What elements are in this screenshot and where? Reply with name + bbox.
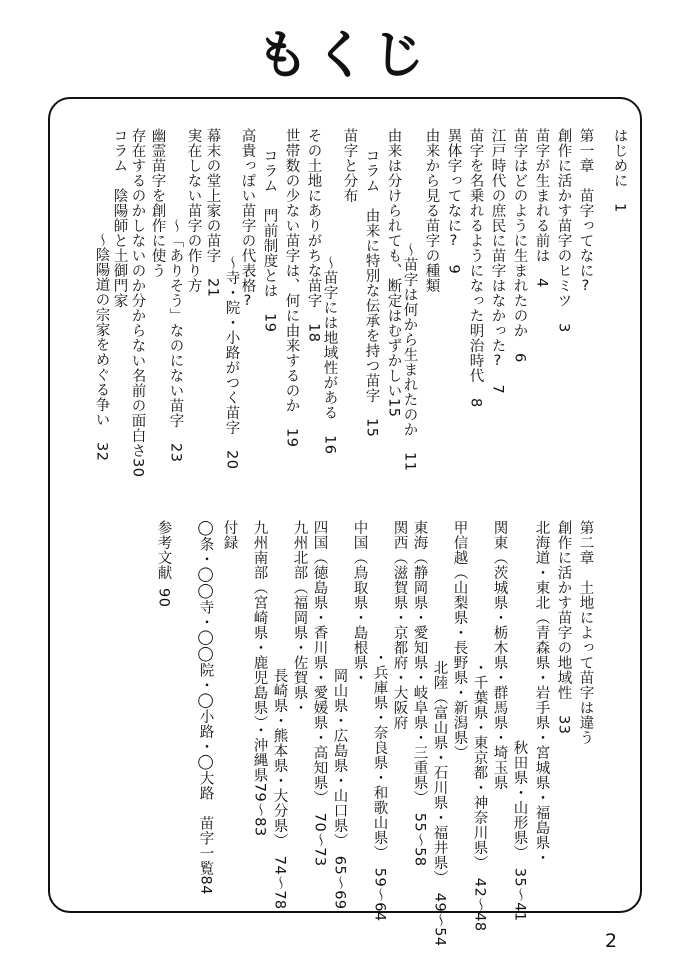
page-number: 2: [605, 930, 618, 952]
toc-entry: 中国（鳥取県・島根県・: [351, 520, 368, 685]
toc-entry: コラム 由来に特別な伝承を持つ苗字 15: [363, 148, 380, 438]
toc-entry: 由来から見る苗字の種類: [423, 128, 440, 293]
toc-entry: 苗字が生まれる前は 4: [533, 128, 550, 288]
toc-entry: 東海（静岡県・愛知県・岐阜県・三重県） 55～58: [411, 520, 428, 867]
toc-entry: 由来は分けられても、断定はむずかしい15: [385, 128, 402, 418]
toc-entry: 苗字はどのように生まれたのか 6: [511, 128, 528, 363]
toc-entry: 異体字ってなに? 9: [445, 128, 462, 275]
toc-entry: 北海道・東北（青森県・岩手県・宮城県・福島県・: [533, 520, 550, 865]
toc-entry: 幽霊苗字を創作に使う: [149, 128, 166, 278]
toc-entry: 関西（滋賀県・京都府・大阪府: [391, 520, 408, 730]
toc-entry: 90: [155, 588, 172, 608]
toc-entry: ～寺・院・小路がつく苗字 20: [223, 255, 240, 470]
toc-entry: その土地にありがちな苗字 18: [305, 128, 322, 343]
toc-entry: 九州北部（福岡県・佐賀県・: [291, 520, 308, 715]
toc-entry: 世帯数の少ない苗字は、何に由来するのか 19: [283, 128, 300, 448]
toc-entry: 北陸（富山県・石川県・福井県） 49～54: [431, 660, 448, 947]
toc-entry: 苗字と分布: [341, 128, 358, 203]
page-title: もくじ: [256, 26, 431, 86]
toc-entry: 江戸時代の庶民に苗字はなかった? 7: [489, 128, 506, 395]
chapter-heading: 第二章 土地によって苗字は違う: [577, 520, 594, 745]
toc-entry: 長崎県・熊本県・大分県） 74～78: [271, 668, 288, 910]
toc-entry: ～「ありそう」なのにない苗字 23: [167, 218, 184, 463]
toc-entry: 甲信越（山梨県・長野県・新潟県）: [451, 520, 468, 760]
toc-entry: 付録: [221, 520, 238, 550]
toc-entry: 四国（徳島県・香川県・愛媛県・高知県） 70～73: [311, 520, 328, 867]
toc-entry: 岡山県・広島県・山口県） 65～69: [331, 668, 348, 910]
toc-entry: 九州南部（宮崎県・鹿児島県）・沖縄県79～83: [251, 520, 268, 837]
toc-entry: ・千葉県・東京都・神奈川県） 42～48: [471, 660, 488, 932]
chapter-heading: 第一章 苗字ってなに?: [577, 128, 594, 295]
toc-entry: 高貴っぽい苗字の代表格?: [239, 128, 256, 310]
toc-entry: ・兵庫県・奈良県・和歌山県） 59～64: [371, 650, 388, 922]
toc-entry: はじめに 1: [611, 128, 628, 213]
toc-entry: コラム 陰陽師と土御門家: [111, 128, 128, 308]
toc-entry: ～苗字は何から生まれたのか 11: [401, 242, 418, 472]
toc-entry: 苗字を名乗れるようになった明治時代 8: [467, 128, 484, 408]
toc-entry: ～陰陽道の宗家をめぐる争い 32: [93, 232, 110, 462]
toc-entry: 秋田県・山形県） 35～41: [511, 740, 528, 922]
toc-entry: 関東（茨城県・栃木県・群馬県・埼玉県: [491, 520, 508, 790]
toc-entry: 存在するのかしないのか分からない名前の面白さ30: [129, 128, 146, 478]
toc-entry: コラム 門前制度とは 19: [261, 148, 278, 333]
toc-entry: ◯条・◯◯寺・◯◯院・◯小路・◯大路 苗字一覧84: [197, 520, 214, 895]
toc-entry: 創作に活かす苗字のヒミツ 3: [555, 128, 572, 333]
toc-entry: 実在しない苗字の作り方: [185, 128, 202, 293]
toc-entry: ～苗字には地域性がある 16: [321, 255, 338, 455]
toc-entry: 幕末の堂上家の苗字 21: [204, 128, 221, 298]
toc-entry: 創作に活かす苗字の地域性 33: [555, 520, 572, 735]
toc-entry: 参考文献: [155, 520, 172, 580]
